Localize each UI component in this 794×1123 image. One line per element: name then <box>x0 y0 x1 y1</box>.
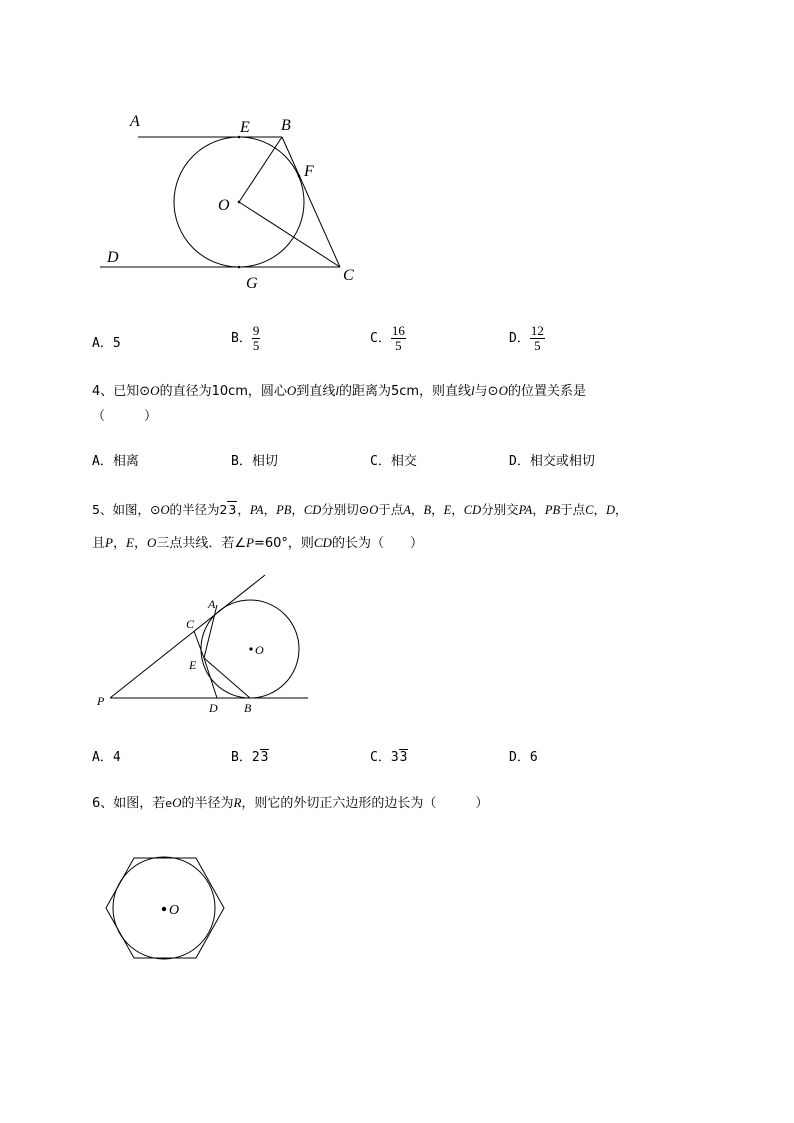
denominator: 5 <box>395 338 402 353</box>
q4-text: 到直线 <box>296 384 336 399</box>
q5-text: ， <box>615 502 628 517</box>
label-c: C <box>186 617 195 631</box>
q5-text: ， <box>593 502 606 517</box>
q5-var: B <box>423 503 432 517</box>
label-o: O <box>218 197 230 214</box>
q3-option-d <box>509 324 545 353</box>
option-value: 5 <box>112 336 121 351</box>
q4-text: 的位置关系是 <box>507 384 586 399</box>
q5-var: P <box>246 535 254 550</box>
q6-var: O <box>172 795 182 810</box>
q5-text: 的半径为2 <box>169 502 228 517</box>
q6-text: 6、如图，若 <box>92 796 166 811</box>
label-o: O <box>255 643 264 657</box>
fraction <box>530 324 545 353</box>
q5-var: PB <box>544 503 561 517</box>
q6-symbol: e <box>165 797 173 810</box>
option-value: 4 <box>112 750 121 765</box>
q5-stem-line2 <box>92 526 732 560</box>
fraction <box>391 324 406 353</box>
q5-text: ， <box>410 502 424 517</box>
q5-var: P <box>105 535 113 550</box>
q5-var: O <box>369 503 379 517</box>
q5-text: ， <box>112 536 126 551</box>
q5-option-c <box>370 746 408 765</box>
q5-var: CD <box>463 503 482 517</box>
q5-text: 于点 <box>378 502 404 517</box>
label-d: D <box>209 701 218 715</box>
option-label: D． <box>509 750 530 765</box>
q5-option-a <box>92 746 121 765</box>
q5-option-d <box>509 746 538 765</box>
q5-text: ， <box>237 502 250 517</box>
label-d: D <box>107 249 119 266</box>
q4-option-a: A．相离 <box>92 454 139 469</box>
q5-text: 于点 <box>560 502 586 517</box>
option-label: B． <box>231 750 252 765</box>
q4-text: 与⊙ <box>474 384 499 399</box>
label-a: A <box>130 113 140 130</box>
center-dot <box>162 907 166 911</box>
option-label: A． <box>92 750 113 765</box>
q5-var: O <box>146 535 157 550</box>
label-b: B <box>281 117 291 134</box>
q6-text: 的半径为 <box>181 796 234 811</box>
q5-radical: 3 <box>228 502 237 517</box>
label-f: F <box>304 163 314 180</box>
q4-text: 的距离为5cm，则直线 <box>338 384 472 399</box>
segment-ce <box>194 631 204 658</box>
q6-text: ，则它的外切正六边形的边长为（ ） <box>241 796 489 811</box>
label-a: A <box>208 597 216 611</box>
option-label: D． <box>509 331 530 346</box>
q5-text: 分别切⊙ <box>321 502 370 517</box>
fraction <box>252 324 261 353</box>
option-value: 6 <box>529 750 538 765</box>
q5-text: 三点共线．若∠ <box>156 536 246 551</box>
point-f <box>298 175 301 178</box>
segment-ae <box>204 605 217 658</box>
denominator: 5 <box>534 338 541 353</box>
q3-option-c <box>370 324 406 353</box>
q5-var: PA <box>518 503 533 517</box>
q4-option-b: B．相切 <box>231 454 278 469</box>
denominator: 5 <box>252 338 260 353</box>
q5-var: C <box>585 503 594 517</box>
q5-text: ， <box>291 502 304 517</box>
q5-var: E <box>125 535 134 550</box>
center-dot <box>249 647 252 650</box>
q4-var: O <box>150 383 160 398</box>
q3-option-a <box>92 332 121 351</box>
q4-option-d: D．相交或相切 <box>509 454 595 469</box>
q3-option-b <box>231 324 260 353</box>
numerator: 9 <box>252 323 260 338</box>
line-pa <box>110 575 265 698</box>
q3-figure <box>100 110 370 300</box>
q4-text: 4、已知⊙ <box>92 384 151 399</box>
q5-text: ， <box>431 502 444 517</box>
option-label: B． <box>231 331 252 346</box>
q4-var: O <box>498 383 508 398</box>
q5-text: ， <box>451 502 464 517</box>
q6-stem <box>92 786 732 820</box>
option-label: A． <box>92 336 113 351</box>
numerator: 16 <box>391 323 405 338</box>
q4-var: l <box>471 383 475 398</box>
q5-var: D <box>605 503 616 517</box>
q5-var: PA <box>249 503 264 517</box>
numerator: 12 <box>530 323 544 338</box>
point-g <box>238 266 241 269</box>
label-g: G <box>246 275 258 292</box>
segment-oc <box>239 202 340 267</box>
point-o <box>238 201 241 204</box>
q5-text: ， <box>532 502 545 517</box>
q5-var: E <box>443 503 452 517</box>
label-p: P <box>97 694 105 708</box>
q5-text: =60°，则 <box>253 536 314 551</box>
segment-bc <box>282 137 340 267</box>
label-o: O <box>169 903 180 918</box>
q5-text: ， <box>263 502 277 517</box>
q5-text: ， <box>133 536 147 551</box>
q5-figure <box>90 570 320 720</box>
label-c: C <box>343 267 354 284</box>
q4-option-c: C．相交 <box>370 454 417 469</box>
label-b: B <box>244 701 252 715</box>
q5-var: CD <box>303 503 322 517</box>
q5-var: CD <box>313 535 332 550</box>
q4-text: 的直径为10cm，圆心 <box>159 384 287 399</box>
q5-text: 分别交 <box>481 502 519 517</box>
option-label: C． <box>370 331 391 346</box>
q5-var: O <box>160 503 170 517</box>
label-e: E <box>240 119 250 136</box>
q5-option-b <box>231 746 269 765</box>
option-radical: 3 <box>399 750 408 765</box>
q5-var: PB <box>276 503 292 517</box>
option-coef: 2 <box>251 750 260 765</box>
q5-text: 的长为（ ） <box>331 536 423 551</box>
q5-text: 5、如图，⊙ <box>92 502 161 517</box>
q4-var: l <box>335 383 339 398</box>
q5-text: 且 <box>92 536 106 551</box>
q6-var: R <box>233 795 242 810</box>
q4-var: O <box>286 383 297 398</box>
q5-stem-line1 <box>92 493 732 527</box>
option-coef: 3 <box>390 750 399 765</box>
q4-bracket: （ ） <box>92 409 158 424</box>
segment-ob <box>239 137 282 202</box>
option-label: C． <box>370 750 391 765</box>
option-radical: 3 <box>260 750 269 765</box>
q5-var: A <box>403 503 411 517</box>
label-e: E <box>189 658 197 672</box>
point-e <box>238 136 241 139</box>
q6-figure <box>100 850 230 965</box>
